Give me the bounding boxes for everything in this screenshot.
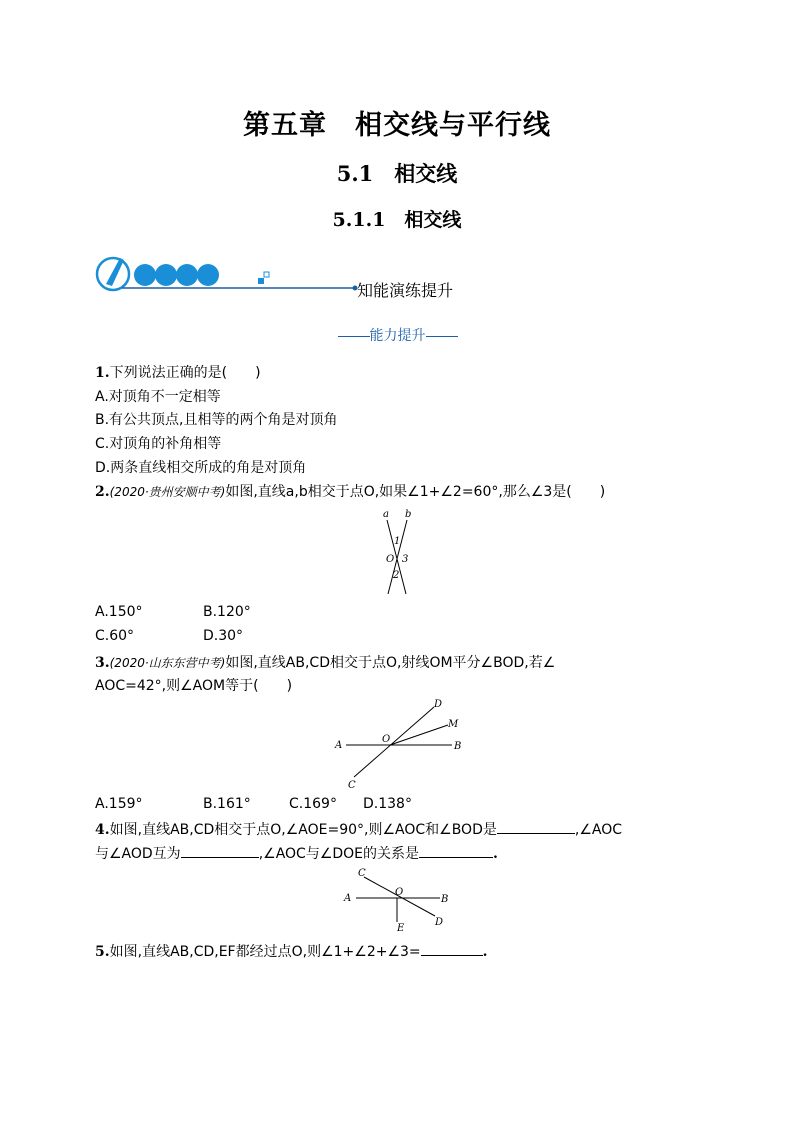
square-icon bbox=[258, 278, 264, 284]
ray-om bbox=[390, 725, 448, 745]
divider bbox=[426, 336, 458, 337]
banner-graphic bbox=[92, 250, 372, 298]
label-a: A bbox=[335, 740, 343, 751]
q3-option-d: D.138° bbox=[363, 796, 412, 812]
question-text: 如图,直线AB,CD相交于点O,∠AOE=90°,则∠AOC和∠BOD是 bbox=[109, 822, 497, 838]
question-text: ,∠AOC与∠DOE的关系是 bbox=[258, 846, 420, 862]
ability-label: 能力提升 bbox=[369, 328, 426, 344]
q2-option-c: C.60° bbox=[95, 628, 135, 644]
question-2 bbox=[95, 481, 605, 504]
q2-option-a: A.150° bbox=[95, 604, 143, 620]
label-1: 1 bbox=[394, 536, 401, 547]
label-a: a bbox=[383, 509, 389, 520]
question-3 bbox=[95, 652, 555, 675]
label-a: A bbox=[344, 893, 352, 904]
question-text: 如图,直线AB,CD,EF都经过点O,则∠1+∠2+∠3= bbox=[109, 944, 421, 960]
question-text: 与∠AOD互为 bbox=[95, 846, 181, 862]
label-o: O bbox=[386, 554, 395, 565]
q3-option-a: A.159° bbox=[95, 796, 143, 812]
question-source: (2020·山东东营中考) bbox=[109, 656, 226, 670]
answer-blank[interactable] bbox=[419, 843, 493, 858]
q1-option-a: A.对顶角不一定相等 bbox=[95, 389, 221, 405]
question-number: 1. bbox=[95, 365, 110, 381]
label-b: B bbox=[454, 741, 462, 752]
label-b: B bbox=[441, 894, 449, 905]
subsection-title: 5.1.1 相交线 bbox=[332, 209, 462, 231]
square-icon bbox=[264, 272, 269, 277]
banner-dot bbox=[155, 264, 177, 286]
q3-figure bbox=[330, 695, 470, 793]
label-e: E bbox=[397, 923, 405, 934]
divider bbox=[338, 336, 370, 337]
question-text: . bbox=[482, 944, 488, 960]
label-d: D bbox=[434, 699, 443, 710]
question-4-line2 bbox=[95, 843, 498, 866]
question-text-line1: 如图,直线AB,CD相交于点O,射线OM平分∠BOD,若∠ bbox=[225, 655, 556, 671]
question-number: 4. bbox=[95, 822, 110, 838]
answer-blank[interactable] bbox=[421, 941, 483, 956]
q1-option-d: D.两条直线相交所成的角是对顶角 bbox=[95, 460, 307, 476]
banner-dot bbox=[134, 264, 156, 286]
section-title: 5.1 相交线 bbox=[336, 161, 458, 186]
banner-label: 知能演练提升 bbox=[357, 281, 454, 300]
q1-option-b: B.有公共顶点,且相等的两个角是对顶角 bbox=[95, 412, 338, 428]
question-1 bbox=[95, 362, 261, 385]
question-text: ,∠AOC bbox=[574, 822, 623, 838]
label-b: b bbox=[405, 509, 412, 520]
q2-option-d: D.30° bbox=[203, 628, 244, 644]
label-m: M bbox=[448, 719, 459, 730]
label-c: C bbox=[358, 868, 366, 879]
ability-heading bbox=[330, 325, 465, 345]
banner-dot bbox=[197, 264, 219, 286]
banner-dot bbox=[176, 264, 198, 286]
question-number: 5. bbox=[95, 944, 110, 960]
answer-blank[interactable] bbox=[181, 843, 259, 858]
answer-blank[interactable] bbox=[497, 819, 575, 834]
q4-figure bbox=[338, 864, 458, 934]
label-3: 3 bbox=[402, 554, 409, 565]
question-number: 2. bbox=[95, 484, 110, 500]
question-number: 3. bbox=[95, 655, 110, 671]
label-2: 2 bbox=[393, 570, 400, 581]
q3-option-c: C.169° bbox=[289, 796, 337, 812]
label-c: C bbox=[348, 780, 356, 791]
q2-option-b: B.120° bbox=[203, 604, 251, 620]
question-text: . bbox=[493, 846, 498, 862]
chapter-title: 第五章 相交线与平行线 bbox=[243, 110, 551, 141]
label-d: D bbox=[435, 917, 444, 928]
question-source: (2020·贵州安顺中考) bbox=[109, 485, 226, 499]
label-o: O bbox=[395, 887, 404, 898]
line-cd bbox=[354, 707, 434, 777]
q2-figure bbox=[372, 506, 422, 598]
question-5 bbox=[95, 941, 488, 964]
question-text: 下列说法正确的是( ) bbox=[109, 365, 261, 381]
q3-option-b: B.161° bbox=[203, 796, 251, 812]
question-3-line2: AOC=42°,则∠AOM等于( ) bbox=[95, 678, 293, 694]
q1-option-c: C.对顶角的补角相等 bbox=[95, 436, 222, 452]
label-o: O bbox=[382, 734, 391, 745]
question-4 bbox=[95, 819, 622, 842]
question-text: 如图,直线a,b相交于点O,如果∠1+∠2=60°,那么∠3是( ) bbox=[225, 484, 606, 500]
